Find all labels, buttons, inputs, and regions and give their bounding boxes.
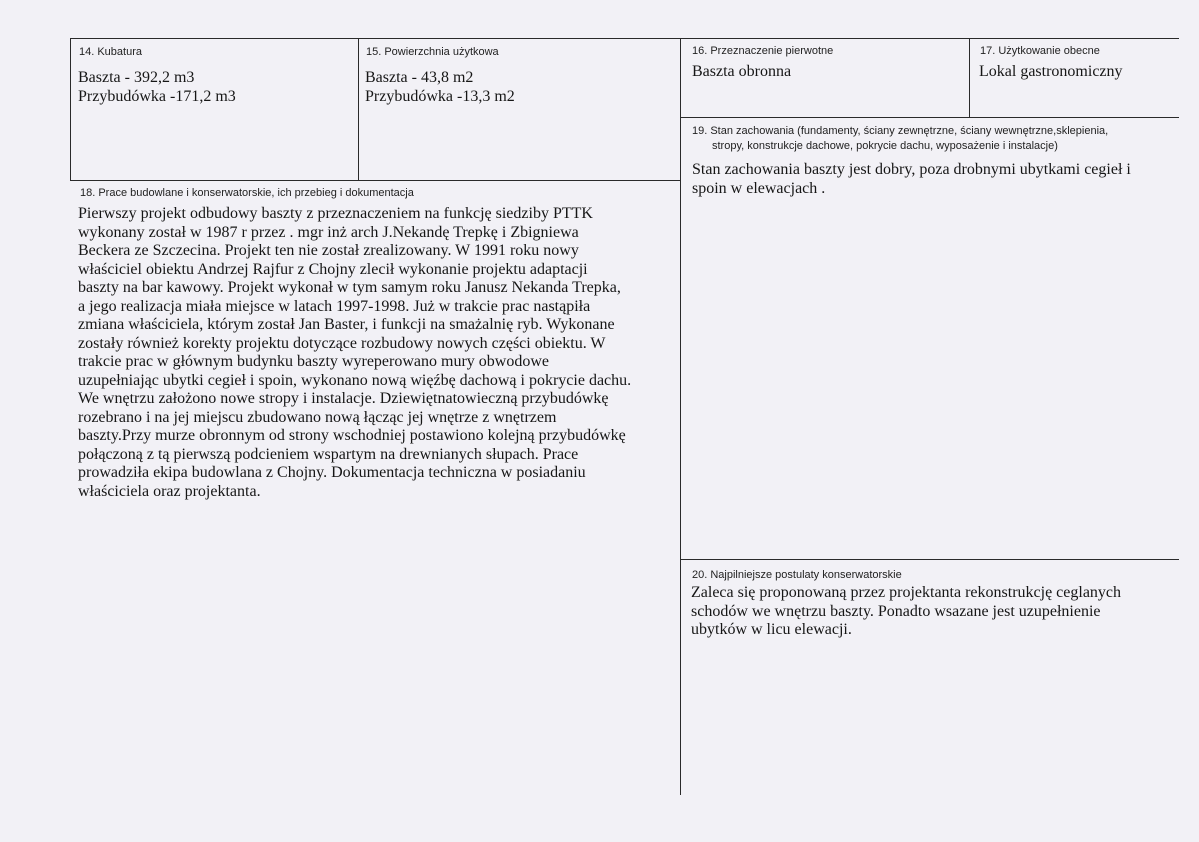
- text-line: Baszta - 43,8 m2: [365, 69, 474, 86]
- text-line: prowadziła ekipa budowlana z Chojny. Dokumentacja techniczna w posiadaniu: [78, 464, 586, 481]
- text-line: Stan zachowania baszty jest dobry, poza drobnymi ubytkami cegieł i: [692, 161, 1131, 178]
- text-line: połączoną z tą pierwszą podcieniem wspartym na drewnianych słupach. Prace: [78, 445, 579, 463]
- top-rule: [70, 38, 1179, 39]
- field-18-value: [78, 205, 631, 501]
- text-line: Pierwszy projekt odbudowy baszty z przeznaczeniem na funkcję siedziby PTTK: [78, 205, 593, 222]
- text-line: właściciel obiektu Andrzej Rajfur z Chojny zlecił wykonanie projektu adaptacji: [78, 260, 588, 278]
- field-20-label: 20. Najpilniejsze postulaty konserwatorskie: [692, 569, 902, 581]
- text-line: Baszta obronna: [692, 63, 792, 80]
- text-line: Przybudówka -171,2 m3: [78, 87, 236, 105]
- field-15-label: 15. Powierzchnia użytkowa: [366, 46, 499, 58]
- field-16-value: [692, 63, 791, 82]
- text-line: spoin w elewacjach .: [692, 179, 826, 197]
- field-19-label: [692, 124, 1108, 154]
- rule-above-field-18: [70, 180, 680, 181]
- text-line: We wnętrzu założono nowe stropy i instalacje. Dziewiętnatowieczną przybudówkę: [78, 390, 609, 407]
- text-line: Lokal gastronomiczny: [979, 63, 1123, 80]
- text-line: właściciela oraz projektanta.: [78, 482, 261, 500]
- label-line: stropy, konstrukcje dachowe, pokrycie dachu, wyposażenie i instalacje): [712, 140, 1058, 152]
- text-line: a jego realizacja miała miejsce w latach 1997-1998. Już w trakcie prac nastąpiła: [78, 297, 591, 315]
- text-line: Przybudówka -13,3 m2: [365, 87, 515, 105]
- divider-16-17: [969, 38, 970, 117]
- field-18-label: 18. Prace budowlane i konserwatorskie, ich przebieg i dokumentacja: [80, 187, 414, 199]
- field-14-value: [78, 69, 236, 106]
- left-border: [70, 38, 71, 180]
- text-line: zostały również korekty projektu dotyczące rozbudowy nowych części obiektu. W: [78, 334, 606, 352]
- text-line: Zaleca się proponowaną przez projektanta rekonstrukcję ceglanych: [691, 584, 1122, 601]
- field-19-value: [692, 161, 1131, 198]
- text-line: baszty.Przy murze obronnym od strony wschodniej postawiono kolejną przybudówkę: [78, 427, 626, 444]
- text-line: rozebrano i na jej miejscu zbudowano nową łącząc jej wnętrze z wnętrzem: [78, 408, 557, 426]
- text-line: Baszta - 392,2 m3: [78, 69, 195, 86]
- field-15-value: [365, 69, 515, 106]
- divider-14-15: [358, 38, 359, 180]
- text-line: ubytków w licu elewacji.: [691, 621, 852, 638]
- text-line: Beckera ze Szczecina. Projekt ten nie został zrealizowany. W 1991 roku nowy: [78, 242, 579, 259]
- text-line: uzupełniając ubytki cegieł i spoin, wykonano nową więźbę dachową i pokrycie dachu.: [78, 371, 632, 389]
- text-line: zmiana właściciela, którym został Jan Baster, i funkcji na smażalnię ryb. Wykonane: [78, 316, 615, 333]
- text-line: schodów we wnętrzu baszty. Ponadto wsazane jest uzupełnienie: [691, 602, 1101, 620]
- rule-above-field-20: [680, 559, 1179, 560]
- text-line: baszty na bar kawowy. Projekt wykonał w tym samym roku Janusz Nekanda Trepka,: [78, 279, 621, 296]
- rule-above-field-19: [680, 117, 1179, 118]
- text-line: trakcie prac w głównym budynku baszty wyreperowano mury obwodowe: [78, 353, 549, 370]
- field-16-label: 16. Przeznaczenie pierwotne: [692, 45, 834, 57]
- field-20-value: [691, 584, 1121, 640]
- text-line: wykonany został w 1987 r przez . mgr inż arch J.Nekandę Trepkę i Zbigniewa: [78, 223, 579, 241]
- field-17-label: 17. Użytkowanie obecne: [980, 45, 1100, 57]
- label-line: 19. Stan zachowania (fundamenty, ściany zewnętrzne, ściany wewnętrzne,sklepienia,: [692, 125, 1109, 137]
- field-14-label: 14. Kubatura: [79, 46, 142, 58]
- field-17-value: [979, 63, 1123, 82]
- center-divider: [680, 38, 681, 795]
